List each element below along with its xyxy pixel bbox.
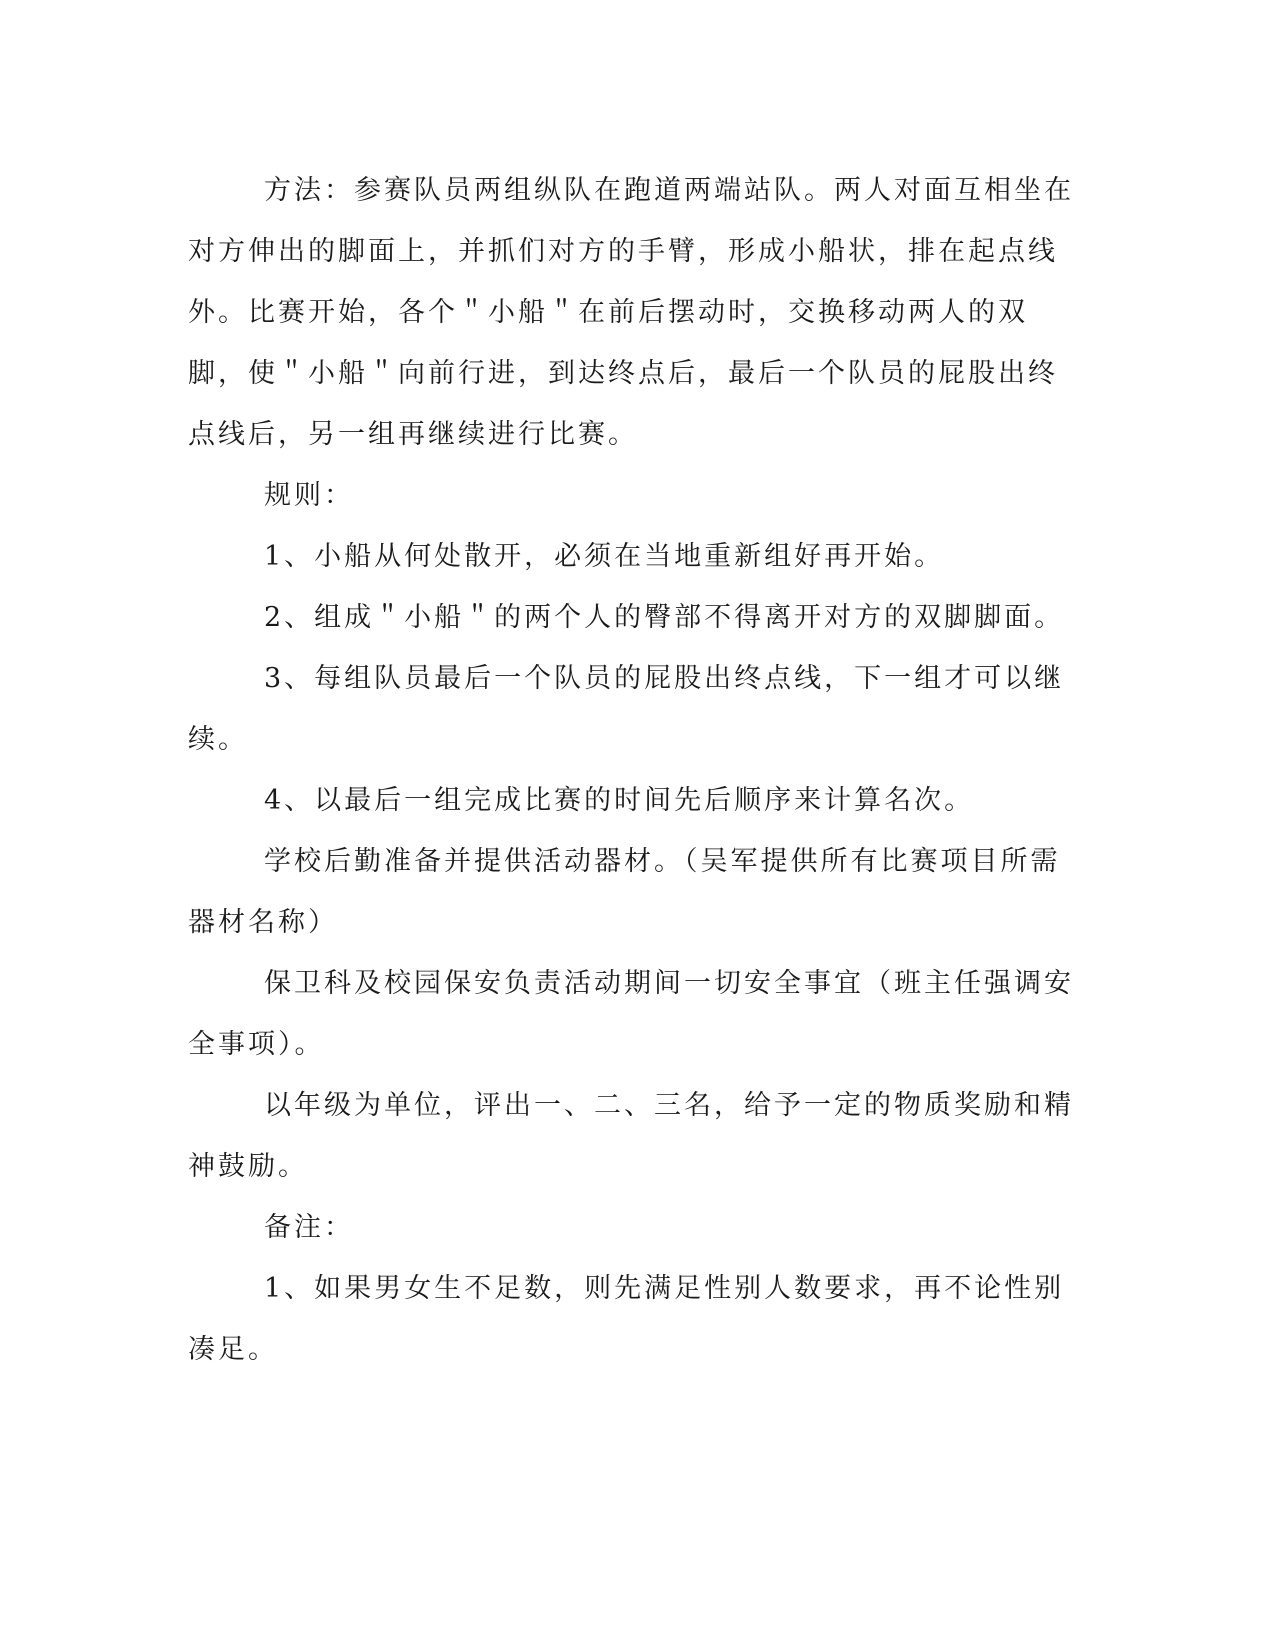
document-body — [188, 160, 1078, 1380]
paragraph-equipment: 学校后勤准备并提供活动器材。（吴军提供所有比赛项目所需器材名称） — [188, 846, 1061, 938]
paragraph-notes-heading: 备注： — [264, 1212, 354, 1243]
paragraph-rule-1: 1、小船从何处散开，必须在当地重新组好再开始。 — [264, 541, 945, 572]
paragraph-security: 保卫科及校园保安负责活动期间一切安全事宜（班主任强调安全事项）。 — [188, 968, 1074, 1060]
paragraph-awards: 以年级为单位，评出一、二、三名，给予一定的物质奖励和精神鼓励。 — [188, 1090, 1074, 1182]
paragraph-note-1: 1、如果男女生不足数，则先满足性别人数要求，再不论性别凑足。 — [188, 1273, 1065, 1365]
paragraph-rules-heading: 规则： — [264, 480, 354, 511]
paragraph-rule-4: 4、以最后一组完成比赛的时间先后顺序来计算名次。 — [264, 785, 975, 816]
paragraph-rule-2: 2、组成＂小船＂的两个人的臀部不得离开对方的双脚脚面。 — [264, 602, 1065, 633]
paragraph-rule-3: 3、每组队员最后一个队员的屁股出终点线，下一组才可以继续。 — [188, 663, 1065, 755]
paragraph-method: 方法：参赛队员两组纵队在跑道两端站队。两人对面互相坐在对方伸出的脚面上，并抓们对方的手臂，形成小船状，排在起点线外。比赛开始，各个＂小船＂在前后摆动时，交换移动两人的双脚，使＂小船＂向前行进，到达终点后，最后一个队员的屁股出终点线后，另一组再继续进行比赛。 — [188, 175, 1074, 450]
